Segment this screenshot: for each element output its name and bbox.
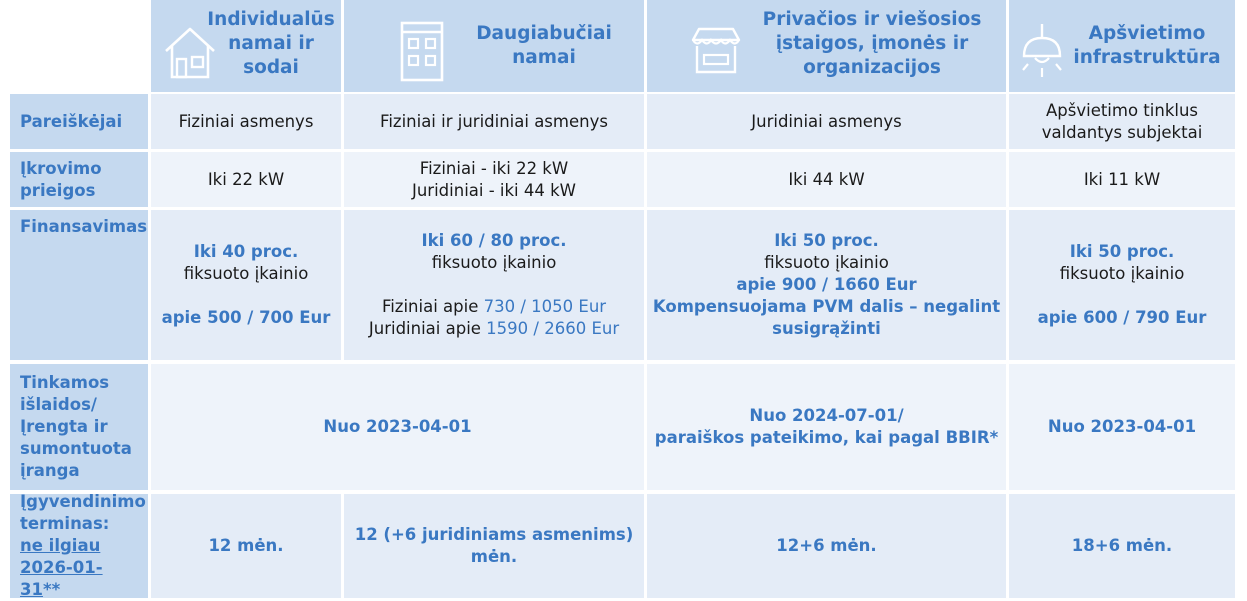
column-title-line: Privačios ir viešosios <box>762 9 982 30</box>
cell-term-apartments <box>344 494 644 598</box>
financing-rate: Iki 60 / 80 proc. <box>421 231 567 250</box>
column-title-line: organizacijos <box>803 57 941 78</box>
cell-text-line: 12 (+6 juridiniams asmenims) <box>354 525 634 544</box>
financing-natural-prefix: Fiziniai apie <box>381 297 484 316</box>
column-title-line: namai ir <box>228 33 314 54</box>
cell-eligible-institutions <box>647 364 1006 490</box>
row-label-line: Įrengta ir <box>20 417 108 436</box>
deadline-date: 2026-01-31 <box>20 558 103 599</box>
cell-applicants-institutions <box>647 94 1006 149</box>
cell-term-houses <box>151 494 341 598</box>
cell-text: Juridiniai asmenys <box>751 111 902 131</box>
row-label-applicants <box>10 94 148 149</box>
financing-rate: Iki 50 proc. <box>774 231 879 250</box>
cell-financing-apartments <box>344 210 644 360</box>
cell-text: Iki 22 kW <box>207 169 285 189</box>
column-title-line: namai <box>512 47 576 68</box>
financing-amount: apie 600 / 790 Eur <box>1037 308 1207 327</box>
cell-eligible-lighting <box>1009 364 1235 490</box>
row-label-text: Pareiškėjai <box>20 111 123 131</box>
cell-text: Nuo 2023-04-01 <box>1047 417 1197 436</box>
row-label-line: Įgyvendinimo <box>20 492 146 511</box>
cell-charging-lighting <box>1009 152 1235 207</box>
cell-text: 18+6 mėn. <box>1071 536 1173 555</box>
cell-applicants-lighting <box>1009 94 1235 149</box>
cell-applicants-apartments <box>344 94 644 149</box>
column-header-lighting-infrastructure <box>1009 0 1235 92</box>
row-label-line: prieigos <box>20 180 96 200</box>
row-label-line: terminas: <box>20 514 110 533</box>
cell-financing-houses <box>151 210 341 360</box>
column-title-line: įstaigos, įmonės ir <box>775 33 969 54</box>
cell-text: Fiziniai ir juridiniai asmenys <box>380 111 608 131</box>
cell-text-line: paraiškos pateikimo, kai pagal BBIR* <box>654 428 999 447</box>
financing-rate: Iki 40 proc. <box>193 242 299 261</box>
cell-financing-lighting <box>1009 210 1235 360</box>
cell-text-line: valdantys subjektai <box>1041 122 1203 142</box>
column-title-line: sodai <box>243 57 299 78</box>
apartment-building-icon <box>400 20 444 82</box>
financing-rate: Iki 50 proc. <box>1069 242 1175 261</box>
financing-vat-line: Kompensuojama PVM dalis – negalint <box>652 297 1001 316</box>
financing-natural-persons <box>382 296 606 318</box>
row-label-implementation-term <box>10 494 148 598</box>
financing-fixed-price: fiksuoto įkainio <box>183 264 309 283</box>
row-label-line: Tinkamos <box>20 373 110 392</box>
financing-legal-prefix: Juridiniai apie <box>368 319 487 338</box>
cell-text-line: Juridiniai - iki 44 kW <box>411 180 576 200</box>
row-label-line: Įkrovimo <box>20 158 102 178</box>
cell-text-line: Apšvietimo tinklus <box>1045 100 1199 120</box>
cell-term-lighting <box>1009 494 1235 598</box>
cell-term-institutions <box>647 494 1006 598</box>
financing-natural-amount: 730 / 1050 Eur <box>483 297 607 316</box>
row-label-charging-points <box>10 152 148 207</box>
cell-applicants-houses <box>151 94 341 149</box>
cell-text: 12 mėn. <box>208 536 284 555</box>
cell-charging-institutions <box>647 152 1006 207</box>
cell-text: Iki 44 kW <box>788 169 865 189</box>
cell-charging-houses <box>151 152 341 207</box>
footnote-marker: ** <box>42 580 61 599</box>
financing-vat-line: susigrąžinti <box>772 319 881 338</box>
row-label-eligible-costs <box>10 364 148 490</box>
cell-text-line: mėn. <box>470 547 518 566</box>
column-header-apartment-buildings <box>344 0 644 92</box>
financing-legal-persons <box>369 318 619 340</box>
cell-charging-apartments <box>344 152 644 207</box>
row-label-deadline-date <box>20 557 138 601</box>
financing-fixed-price: fiksuoto įkainio <box>431 253 557 272</box>
cell-text: Iki 11 kW <box>1083 169 1161 189</box>
financing-fixed-price: fiksuoto įkainio <box>1059 264 1185 283</box>
financing-fixed-price: fiksuoto įkainio <box>764 253 889 272</box>
financing-legal-amount: 1590 / 2660 Eur <box>486 319 620 338</box>
cell-financing-institutions <box>647 210 1006 360</box>
row-label-line: išlaidos/ <box>20 395 97 414</box>
row-label-deadline-line: ne ilgiau <box>20 536 101 555</box>
column-title-line: infrastruktūra <box>1073 47 1221 68</box>
row-label-line: sumontuota <box>20 439 132 458</box>
cell-eligible-houses-apartments <box>151 364 644 490</box>
cell-text: 12+6 mėn. <box>776 536 877 555</box>
cell-text-line: Nuo 2024-07-01/ <box>749 406 904 425</box>
cell-text: Fiziniai asmenys <box>178 111 314 131</box>
storefront-icon <box>689 26 743 76</box>
column-header-individual-houses <box>151 0 341 92</box>
row-label-line: įranga <box>20 461 80 480</box>
column-title-line: Daugiabučiai <box>476 23 612 44</box>
financing-amount: apie 900 / 1660 Eur <box>736 275 917 294</box>
column-title-line: Apšvietimo <box>1088 23 1206 44</box>
financing-amount: apie 500 / 700 Eur <box>161 308 331 327</box>
row-label-financing <box>10 210 148 360</box>
row-label-text: Finansavimas <box>20 217 148 236</box>
column-title-line: Individualūs <box>207 9 335 30</box>
cell-text: Nuo 2023-04-01 <box>323 417 472 436</box>
cell-text-line: Fiziniai - iki 22 kW <box>419 158 569 178</box>
column-header-institutions <box>647 0 1006 92</box>
